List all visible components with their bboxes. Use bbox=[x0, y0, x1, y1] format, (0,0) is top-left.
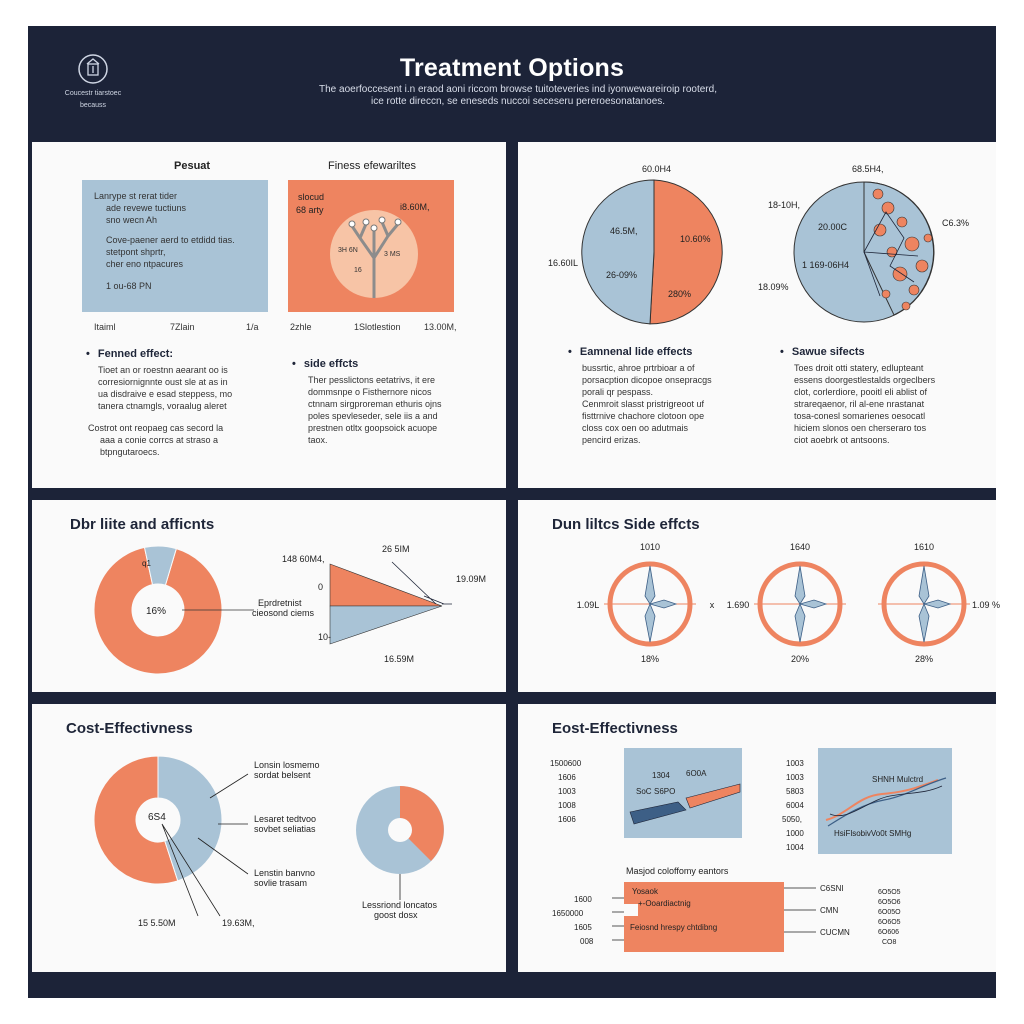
gauge-3-bottom-label: 28% bbox=[914, 654, 934, 664]
page-subtitle bbox=[258, 84, 778, 108]
p2-b1-line-6: closs cox oen oo adutmais bbox=[582, 423, 689, 433]
panel-6-title: Eost-Effectivness bbox=[552, 720, 678, 737]
chart-b-y-1: 1003 bbox=[786, 759, 804, 768]
gauge-3 bbox=[878, 542, 1000, 664]
tree-label-c2: 3 MS bbox=[384, 251, 401, 258]
tree-label-l1: slocud bbox=[298, 192, 325, 202]
bullet-1-line-1: Tioet an or roestnn aearant oo is bbox=[98, 365, 228, 375]
bullet-2-title: • side effcts bbox=[292, 358, 358, 370]
pie-1-slice-coral bbox=[650, 180, 722, 324]
chart-c-y-4: 008 bbox=[580, 937, 594, 946]
blue-box-line-5: stetpont shprtr, bbox=[106, 247, 166, 257]
bullet-2-line-4: poles spevleseder, sele iis a and bbox=[308, 411, 438, 421]
p2-b2-line-6: hiciem slonos oen cherseraro tos bbox=[794, 423, 927, 433]
chart-b-label-b: HsiFlsobivVo0t SMHg bbox=[834, 829, 912, 838]
axis-label-4: 2zhle bbox=[290, 322, 312, 332]
pie-1-in-br: 280% bbox=[668, 289, 692, 299]
subtitle-line-2: ice rotte direccn, se eneseds nuccoi seceseru pereroesonatanoes. bbox=[370, 96, 666, 107]
p2-bullet-1-title: • Eamnenal lide effects bbox=[568, 346, 692, 358]
pie-2-right: C6.3% bbox=[942, 218, 970, 228]
column-b-title: Finess efewariltes bbox=[328, 160, 417, 172]
small-donut bbox=[356, 786, 444, 900]
blue-box-line-7: 1 ou-68 PN bbox=[106, 281, 152, 291]
wedge-blue bbox=[330, 606, 442, 644]
donut-2-label-4: sovbet seliatias bbox=[254, 824, 316, 834]
wedge-mid-2: cieosond ciems bbox=[252, 608, 315, 618]
pie-2 bbox=[758, 164, 969, 322]
wedge-top: 26 5IM bbox=[382, 544, 410, 554]
gauge-3-right-label: 1.09 % bbox=[971, 600, 1001, 610]
chart-c-inner-2: +-Ooardiactnig bbox=[638, 899, 691, 908]
gauge-1-pointer bbox=[650, 600, 676, 608]
chart-c-list-1: 6O5O5 bbox=[878, 889, 901, 896]
chart-a-label-a: 1304 bbox=[652, 771, 670, 780]
axis-label-2: 7Zlain bbox=[170, 322, 195, 332]
p2-bullet-2-title: • Sawue sifects bbox=[780, 346, 865, 358]
blue-box-line-4: Cove-paener aerd to etdidd tias. bbox=[106, 235, 235, 245]
gauge-1-right-label: x bbox=[709, 600, 715, 610]
chart-b-y-2: 1003 bbox=[786, 773, 804, 782]
bullet-1b-line-2: aaa a conie corrcs at straso a bbox=[100, 435, 219, 445]
pie-charts-svg bbox=[518, 142, 996, 342]
axis-label-5: 1Slotlestion bbox=[354, 322, 401, 332]
donut-2-label-6: sovlie trasam bbox=[254, 878, 308, 888]
chart-a-y-5: 1606 bbox=[558, 815, 576, 824]
chart-c-y-3: 1605 bbox=[574, 923, 592, 932]
chart-b-y-5: 5050, bbox=[782, 815, 803, 824]
donut-2-label-1: Lonsin losmemo bbox=[254, 760, 320, 770]
p2-b2-line-7: ciot aoebrk ot antsoons. bbox=[794, 435, 890, 445]
panel-5-svg bbox=[32, 704, 506, 972]
chart-c bbox=[552, 866, 901, 952]
bullet-1b-line-1: Costrot ont reopaeg cas secord la bbox=[88, 423, 224, 433]
p2-b1-line-5: fisttrnive chachore clotoon ope bbox=[582, 411, 705, 421]
gauge-1-bottom-label: 18% bbox=[640, 654, 660, 664]
tree-illustration bbox=[288, 180, 454, 312]
column-a-title: Pesuat bbox=[174, 160, 211, 172]
chart-a-label-d: S6PO bbox=[654, 787, 676, 796]
donut-2-bottom-right: 19.63M, bbox=[222, 918, 255, 928]
bullet-2-line-2: dommsnpe o Fisthernore nicos bbox=[308, 387, 432, 397]
gauge-2 bbox=[727, 542, 846, 664]
p2-b2-line-3: clot, corlerdiore, pooitl eli ablist of bbox=[794, 387, 928, 397]
chart-b bbox=[782, 748, 952, 854]
chart-b-bg bbox=[818, 748, 952, 854]
p2-bullet-1-body bbox=[582, 362, 782, 446]
gauge-1-left-label: 1.09L bbox=[576, 600, 600, 610]
panel-5-title: Cost-Effectivness bbox=[66, 720, 193, 737]
bullet-2-line-6: taox. bbox=[308, 435, 328, 445]
chart-a-y-3: 1003 bbox=[558, 787, 576, 796]
donut-2-label-3: Lesaret tedtvoo bbox=[254, 814, 317, 824]
axis-label-6: 13.00M, bbox=[424, 322, 457, 332]
chart-c-list-4: 6O6O5 bbox=[878, 919, 901, 926]
p2-b1-line-1: bussrtic, ahroe prtrbioar a of bbox=[582, 363, 695, 373]
tree-label-c3: 16 bbox=[354, 267, 362, 274]
tree-label-r1: i8.60M, bbox=[400, 202, 430, 212]
gauge-1-top-label: 1010 bbox=[639, 542, 661, 552]
small-donut-caption-2: goost dosx bbox=[374, 910, 418, 920]
panel-3-title: Dbr liite and afficnts bbox=[70, 516, 215, 533]
panel-3-svg bbox=[32, 500, 506, 692]
logo-text-2: becauss bbox=[79, 102, 107, 109]
bullet-1-line-2: corresiornignnte oust sle at as in bbox=[98, 377, 228, 387]
pie-1-slice-blue bbox=[582, 180, 654, 324]
wedge-chart bbox=[330, 562, 452, 644]
p2-b2-line-4: strareqaenor, ril al-ene nrastanat bbox=[794, 399, 925, 409]
gauge-2-top-label: 1640 bbox=[789, 542, 811, 552]
subtitle-line-1: The aoerfoccesent i.n eraod aoni riccom browse tuitoteveries ind iyonwewareiroip rooterd, bbox=[319, 84, 717, 95]
chart-c-inner-1: Yosaok bbox=[632, 887, 658, 896]
bullet-2-line-1: Ther pesslictons eetatrivs, it ere bbox=[308, 375, 436, 385]
panel-4-title: Dun liltcs Side effcts bbox=[552, 516, 700, 533]
gauge-2-pointer bbox=[800, 600, 826, 608]
bullet-1b-body bbox=[88, 422, 268, 458]
pie-2-in-left: 20.00C bbox=[818, 222, 848, 232]
chart-b-y-4: 6004 bbox=[786, 801, 804, 810]
chart-b-y-7: 1004 bbox=[786, 843, 804, 852]
chart-c-list-3: 6O05O bbox=[878, 909, 901, 916]
chart-a-y-2: 1606 bbox=[558, 773, 576, 782]
donut-2-center: 6S4 bbox=[148, 812, 166, 823]
gauge-2-bottom-label: 20% bbox=[790, 654, 810, 664]
pie-2-left-bot: 18.09% bbox=[758, 282, 789, 292]
chart-c-list-6: CO8 bbox=[882, 939, 897, 946]
wedge-low-left: 10- bbox=[318, 632, 332, 642]
blue-box-line-6: cher eno ntpacures bbox=[106, 259, 184, 269]
small-donut-caption-1: Lessriond loncatos bbox=[362, 900, 438, 910]
chart-b-y-3: 5803 bbox=[786, 787, 804, 796]
p2-b2-line-2: essens doorgestlestalds orgeclbers bbox=[794, 375, 936, 385]
gauge-3-top-label: 1610 bbox=[913, 542, 935, 552]
panel-cost-effectiveness bbox=[32, 704, 506, 972]
tree-label-l2: 68 arty bbox=[296, 205, 324, 215]
tree-label-c1: 3H 6N bbox=[338, 247, 358, 254]
chart-a-y-1: 1500600 bbox=[550, 759, 582, 768]
pie-1-top-label: 60.0H4 bbox=[642, 164, 672, 174]
panel-pie-charts bbox=[518, 142, 996, 488]
axis-label-3: 1/a bbox=[246, 322, 259, 332]
chart-c-right-2: CMN bbox=[820, 906, 839, 915]
donut-2-label-5: Lenstin banvno bbox=[254, 868, 316, 878]
panel-gauges bbox=[518, 500, 1001, 692]
p2-b1-line-3: porali qr pespass. bbox=[582, 387, 654, 397]
wedge-bottom: 16.59M bbox=[384, 654, 415, 664]
p2-bullet-2-body bbox=[794, 362, 984, 446]
panel-treatment-effects bbox=[32, 142, 506, 488]
gauge-3-pointer bbox=[924, 600, 950, 608]
chart-a-y-4: 1008 bbox=[558, 801, 576, 810]
wedge-top-left: 148 60M4, bbox=[282, 554, 325, 564]
p2-b1-line-2: porsacption dicopoe onsepracgs bbox=[582, 375, 712, 385]
page-title: Treatment Options bbox=[399, 54, 625, 82]
bullet-1b-line-3: btpngutaroecs. bbox=[100, 447, 160, 457]
blue-info-box bbox=[82, 180, 268, 312]
gauge-1 bbox=[577, 542, 715, 664]
donut-2-label-2: sordat belsent bbox=[254, 770, 311, 780]
frame bbox=[28, 26, 1001, 998]
chart-a-label-c: SoC bbox=[636, 787, 652, 796]
panel-cost-effectiveness-2 bbox=[518, 704, 996, 972]
pie-1-in-right: 10.60% bbox=[680, 234, 711, 244]
blue-box-line-2: ade revewe tuctiuns bbox=[106, 203, 187, 213]
pie-1-in-bl: 26-09% bbox=[606, 270, 638, 280]
bullet-2-line-3: ctnnam sirgproreman ethuris ojns bbox=[308, 399, 442, 409]
p2-b2-line-1: Toes droit otti statery, edlupteant bbox=[794, 363, 924, 373]
panel-donut-wedge bbox=[32, 500, 506, 692]
chart-a-label-b: 6O0A bbox=[686, 769, 707, 778]
pie-1 bbox=[548, 164, 722, 324]
pie-2-in-low: 1 169-06H4 bbox=[802, 260, 850, 270]
chart-c-right-3: CUCMN bbox=[820, 928, 850, 937]
logo-text-1: Coucestr tiarstoec bbox=[64, 90, 122, 97]
bullet-1-line-3: ua disdraive e esad steppess, mo bbox=[98, 389, 233, 399]
p2-b2-line-5: tosa-conesl somarienes oesocatl bbox=[794, 411, 926, 421]
chart-b-label-a: SHNH Mulctrd bbox=[872, 775, 924, 784]
coral-tree-box bbox=[288, 180, 454, 312]
wedge-mid-1: Eprdretnist bbox=[258, 598, 302, 608]
pie-1-in-left: 46.5M, bbox=[610, 226, 638, 236]
bullet-2-line-5: prestnen otltx goopsoick acuope bbox=[308, 423, 438, 433]
chart-a bbox=[550, 748, 742, 838]
wedge-coral bbox=[330, 564, 442, 606]
axis-label-1: Itaiml bbox=[94, 322, 116, 332]
header bbox=[28, 26, 996, 140]
pie-2-top-label: 68.5H4, bbox=[852, 164, 884, 174]
donut-1-center-label: 16% bbox=[146, 606, 167, 617]
gauge-2-left-label: 1.690 bbox=[726, 600, 750, 610]
panel-6-svg bbox=[518, 704, 996, 972]
pie-2-left-top: 18-10H, bbox=[768, 200, 801, 210]
bullet-1-body bbox=[98, 364, 268, 412]
wedge-left-zero: 0 bbox=[318, 582, 324, 592]
chart-c-list-5: 6O606 bbox=[878, 929, 900, 936]
chart-c-inner-3: Feiosnd hrespy chtdibng bbox=[630, 923, 718, 932]
chart-c-y-1: 1600 bbox=[574, 895, 592, 904]
donut-1-small-label: q1 bbox=[142, 559, 151, 568]
pie-1-left-label: 16.60IL bbox=[548, 258, 579, 268]
blue-box-line-3: sno wecn Ah bbox=[106, 215, 158, 225]
bullet-1-line-4: tanera ctnamgls, voraalug aleret bbox=[98, 401, 227, 411]
chart-c-right-1: C6SNI bbox=[820, 884, 844, 893]
p2-b1-line-7: pencird erizas. bbox=[582, 435, 641, 445]
wedge-right: 19.09M bbox=[456, 574, 487, 584]
p2-b1-line-4: Cenmroit slasst pristrigreoot uf bbox=[582, 399, 705, 409]
chart-c-list-2: 6O5O6 bbox=[878, 899, 901, 906]
bullet-1-title: • Fenned effect: bbox=[86, 348, 173, 360]
gauges-svg bbox=[518, 500, 1001, 692]
chart-b-y-6: 1000 bbox=[786, 829, 804, 838]
chart-c-y-2: 1650000 bbox=[552, 909, 584, 918]
blue-box-line-1: Lanrype st rerat tider bbox=[94, 191, 178, 201]
chart-c-title: Masjod coloffomy eantors bbox=[626, 866, 729, 876]
bullet-2-body bbox=[308, 374, 468, 446]
donut-2-bottom-left: 15 5.50M bbox=[138, 918, 176, 928]
